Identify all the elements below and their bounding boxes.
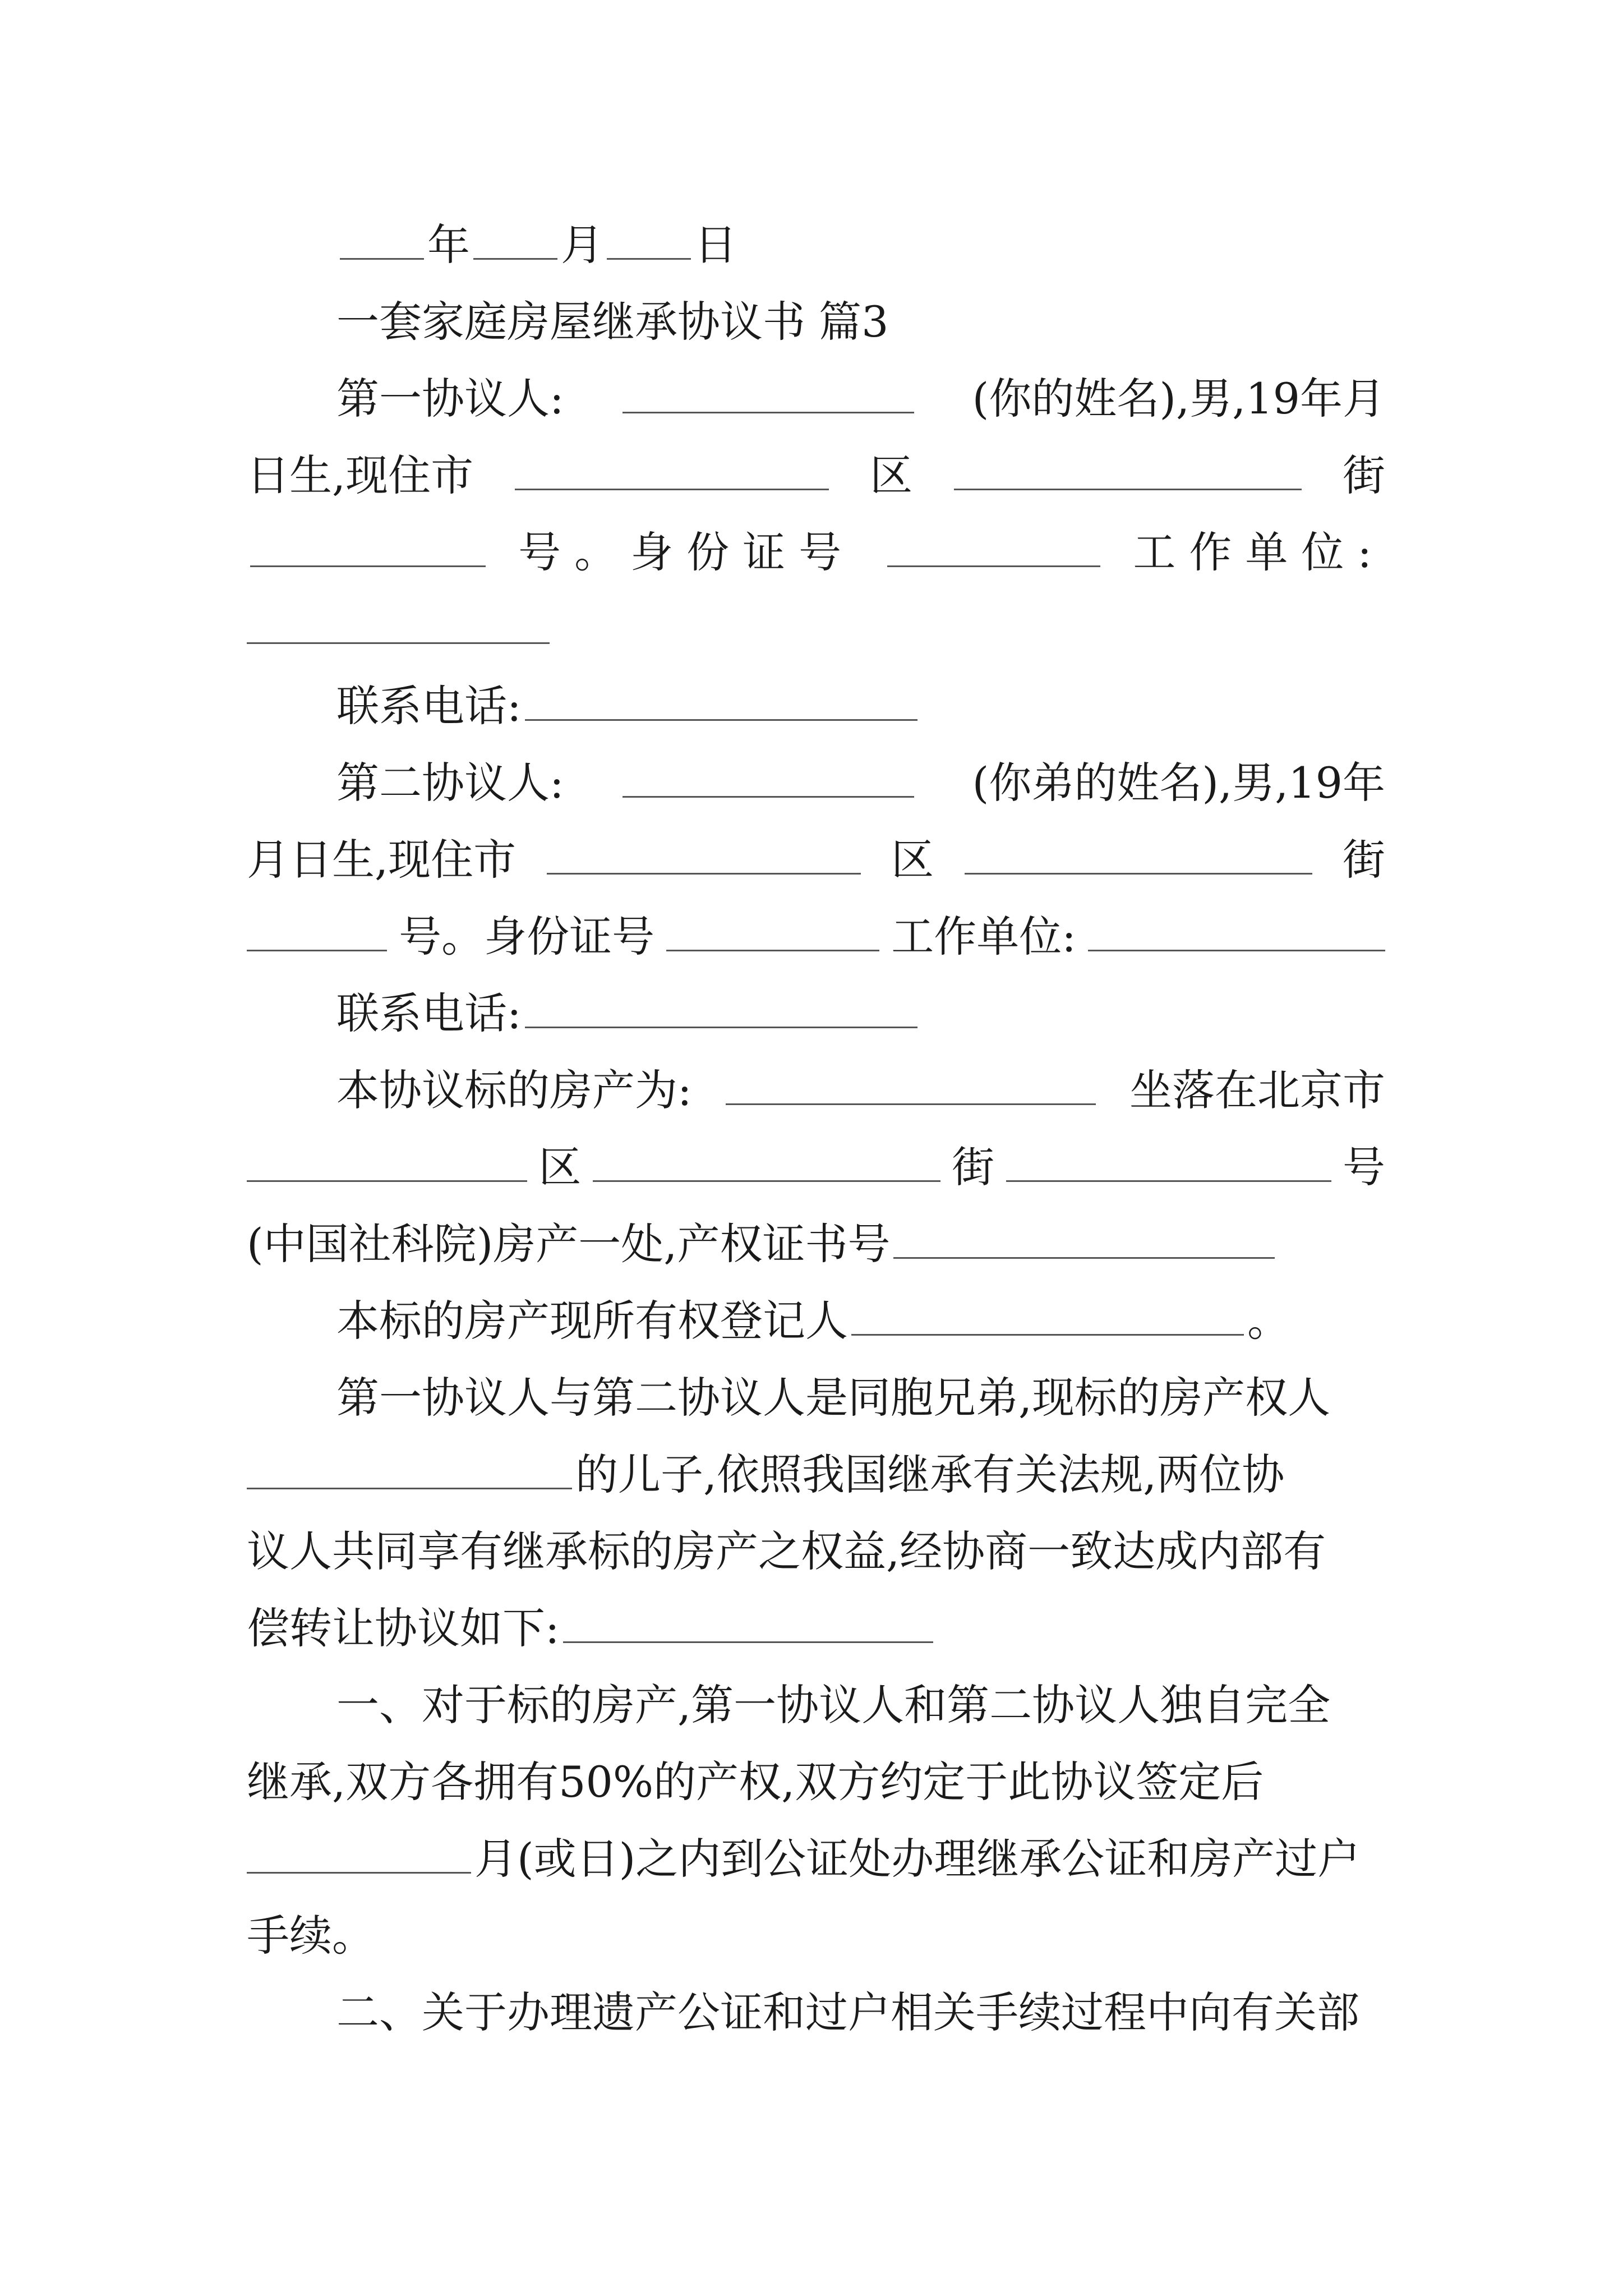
clause1-text-1: 一、对于标的房产,第一协议人和第二协议人独自完全: [336, 1680, 1331, 1730]
party2-line-1: [336, 744, 1385, 821]
relation-line-1: [336, 1359, 1385, 1436]
party2-address-label: 月日生,现住市: [247, 835, 517, 885]
party1-number-blank[interactable]: [250, 531, 486, 567]
property-number-label: 号: [1342, 1142, 1385, 1192]
party1-phone-line: [336, 668, 1385, 744]
clause1-line-2: [247, 1743, 1385, 1820]
relation-owner-blank[interactable]: [247, 1453, 572, 1489]
party2-district-label: 区: [891, 835, 934, 885]
clause1-line-1: [336, 1667, 1385, 1743]
property-owner-blank[interactable]: [851, 1299, 1244, 1336]
clause1-period-blank[interactable]: [247, 1837, 471, 1874]
property-owner-end: 。: [1247, 1296, 1290, 1346]
property-street-blank[interactable]: [593, 1145, 940, 1182]
party1-line-3: [247, 514, 1385, 591]
heading-text: 一套家庭房屋继承协议书 篇3: [336, 297, 889, 347]
party2-city-blank[interactable]: [547, 838, 861, 875]
relation-agreement-blank[interactable]: [563, 1607, 933, 1643]
property-district-label: 区: [538, 1142, 582, 1192]
clause1-text-3: 月(或日)之内到公证处办理继承公证和房产过户: [474, 1834, 1361, 1884]
property-owner-label: 本标的房产现所有权登记人: [336, 1296, 848, 1346]
party1-city-blank[interactable]: [515, 454, 829, 490]
month-blank[interactable]: [473, 223, 557, 260]
year-blank[interactable]: [340, 223, 424, 260]
party1-line-4: [247, 591, 1385, 668]
party2-phone-label: 联系电话:: [336, 988, 522, 1038]
party1-phone-label: 联系电话:: [336, 681, 522, 731]
party2-phone-line: [336, 975, 1385, 1052]
party2-label: 第二协议人:: [336, 758, 564, 808]
relation-line-3: [247, 1513, 1385, 1590]
party2-work-label: 工作单位:: [891, 912, 1076, 961]
clause1-line-4: [247, 1897, 1385, 1974]
relation-line-4: [247, 1590, 1385, 1667]
party2-line-3: [247, 898, 1385, 975]
year-label: 年: [427, 220, 470, 270]
property-line-1: [336, 1052, 1385, 1129]
section-heading: [336, 283, 1385, 360]
date-line: [336, 206, 1385, 283]
property-certificate-blank[interactable]: [893, 1222, 1275, 1259]
clause1-line-3: [247, 1820, 1385, 1897]
party1-district-blank[interactable]: [954, 454, 1302, 490]
party1-label: 第一协议人:: [336, 374, 564, 424]
party2-name-note: (你弟的姓名),男,19年: [972, 758, 1385, 808]
month-label: 月: [561, 220, 603, 270]
relation-text-2: 的儿子,依照我国继承有关法规,两位协: [575, 1450, 1285, 1499]
property-district-blank[interactable]: [247, 1145, 527, 1182]
clause2-line-1: [336, 1974, 1385, 2051]
property-street-label: 街: [952, 1142, 995, 1192]
relation-text-3: 议人共同享有继承标的房产之权益,经协商一致达成内部有: [247, 1526, 1326, 1576]
party1-name-note: (你的姓名),男,19年月: [972, 374, 1385, 424]
party1-phone-blank[interactable]: [525, 684, 917, 721]
party2-phone-blank[interactable]: [525, 992, 917, 1028]
clause1-text-2: 继承,双方各拥有50%的产权,双方约定于此协议签定后: [247, 1757, 1264, 1807]
property-location-label: 坐落在北京市: [1129, 1065, 1385, 1115]
party2-street-label: 街: [1342, 835, 1385, 885]
day-blank[interactable]: [607, 223, 691, 260]
party1-work-label: 工作单位:: [1133, 527, 1385, 577]
party1-id-label: 号。身份证号: [518, 527, 855, 577]
party2-district-blank[interactable]: [965, 838, 1312, 875]
party1-line-2: [247, 437, 1385, 514]
party1-work-blank[interactable]: [247, 608, 550, 644]
party2-line-2: [247, 821, 1385, 898]
relation-line-2: [247, 1436, 1385, 1513]
day-label: 日: [694, 220, 737, 270]
party1-district-label: 区: [870, 450, 913, 500]
party1-street-label: 街: [1342, 450, 1385, 500]
party2-id-blank[interactable]: [666, 915, 879, 951]
party1-line-1: [336, 360, 1385, 437]
party1-address-label: 日生,现住市: [247, 450, 474, 500]
party1-name-blank[interactable]: [623, 377, 914, 413]
party2-work-blank[interactable]: [1088, 915, 1385, 951]
clause1-text-4: 手续。: [247, 1911, 375, 1961]
relation-text-1: 第一协议人与第二协议人是同胞兄弟,现标的房产权人: [336, 1373, 1331, 1423]
party2-name-blank[interactable]: [623, 761, 914, 798]
party2-number-blank[interactable]: [247, 915, 387, 951]
party2-id-label: 号。身份证号: [399, 912, 655, 961]
property-label: 本协议标的房产为:: [336, 1065, 692, 1115]
property-owner-line: [336, 1282, 1385, 1359]
property-certificate-label: (中国社科院)房产一处,产权证书号: [247, 1219, 891, 1269]
property-number-blank[interactable]: [1006, 1145, 1331, 1182]
party1-id-blank[interactable]: [887, 531, 1100, 567]
relation-text-4: 偿转让协议如下:: [247, 1603, 560, 1653]
property-line-3: [247, 1205, 1385, 1282]
clause2-text-1: 二、关于办理遗产公证和过户相关手续过程中向有关部: [336, 1987, 1359, 2037]
property-line-2: [247, 1129, 1385, 1205]
property-blank[interactable]: [726, 1069, 1096, 1105]
